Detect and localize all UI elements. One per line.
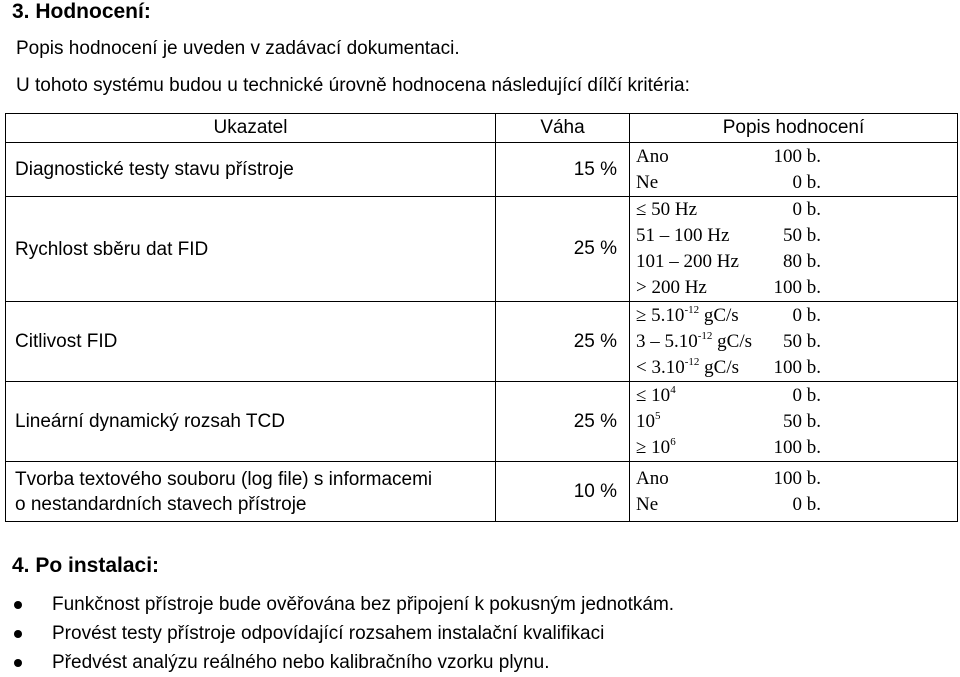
score-condition xyxy=(636,466,669,492)
score-points: 100 b. xyxy=(773,436,821,458)
score-label: ≥ 10 xyxy=(636,436,671,458)
score-label: < 3.10 xyxy=(636,356,685,378)
score-points: 50 b. xyxy=(783,225,821,246)
score-points: 100 b. xyxy=(773,145,821,167)
score-line xyxy=(636,170,821,196)
intro-line-1: Popis hodnocení je uveden v zadávací dokumentaci. xyxy=(16,38,460,59)
score-points: 100 b. xyxy=(773,356,821,378)
score-label: Ne xyxy=(636,171,659,193)
score-condition xyxy=(636,329,752,355)
score-points: 0 b. xyxy=(792,199,821,220)
score-condition xyxy=(636,170,658,196)
score-condition xyxy=(636,435,676,461)
section-3-heading: 3. Hodnocení: xyxy=(12,0,151,23)
indicator-cell xyxy=(6,197,496,302)
score-points: 100 b. xyxy=(773,277,821,298)
scoring-cell xyxy=(630,382,958,462)
indicator-name: Rychlost sběru dat FID xyxy=(15,238,209,260)
score-line xyxy=(636,249,821,275)
list-item: Funkčnost přístroje bude ověřována bez připojení k pokusným jednotkám. xyxy=(14,590,914,619)
table-row xyxy=(6,143,958,197)
score-points: 0 b. xyxy=(792,493,821,515)
weight-cell: 10 % xyxy=(496,462,630,522)
score-points: 50 b. xyxy=(783,410,821,432)
score-unit: gC/s xyxy=(699,304,739,326)
score-line xyxy=(636,355,821,381)
list-item: Provést testy přístroje odpovídající rozsahem instalační kvalifikaci xyxy=(14,619,914,648)
score-line xyxy=(636,435,821,461)
weight-cell: 15 % xyxy=(496,143,630,197)
score-condition xyxy=(636,249,739,275)
score-points: 0 b. xyxy=(792,304,821,326)
scoring-cell xyxy=(630,302,958,382)
header-scoring: Popis hodnocení xyxy=(630,114,958,143)
indicator-name: Lineární dynamický rozsah TCD xyxy=(15,411,285,432)
score-label: 51 – 100 Hz xyxy=(636,225,730,246)
score-line xyxy=(636,409,821,435)
list-item: Předvést analýzu reálného nebo kalibračního vzorku plynu. xyxy=(14,648,914,677)
intro-line-2: U tohoto systému budou u technické úrovně hodnocena následující dílčí kritéria: xyxy=(16,75,690,96)
section-4-heading: 4. Po instalaci: xyxy=(12,554,160,577)
table-row xyxy=(6,382,958,462)
scoring-cell xyxy=(630,197,958,302)
score-condition xyxy=(636,144,669,170)
score-line xyxy=(636,383,821,409)
weight-cell: 25 % xyxy=(496,302,630,382)
score-line xyxy=(636,275,821,301)
scoring-cell xyxy=(630,462,958,522)
score-label: 3 – 5.10 xyxy=(636,330,698,352)
score-points: 50 b. xyxy=(783,330,821,352)
score-condition xyxy=(636,383,676,409)
weight-cell: 25 % xyxy=(496,197,630,302)
score-condition xyxy=(636,492,658,518)
table-header-row xyxy=(6,114,958,143)
score-label: ≤ 10 xyxy=(636,384,671,406)
bullet-icon xyxy=(14,659,22,667)
score-line xyxy=(636,223,821,249)
score-condition xyxy=(636,409,661,435)
scoring-cell xyxy=(630,143,958,197)
score-label: Ne xyxy=(636,493,659,515)
indicator-cell xyxy=(6,382,496,462)
indicator-name: Citlivost FID xyxy=(15,331,118,352)
score-exponent: -12 xyxy=(684,355,700,368)
score-condition xyxy=(636,197,697,223)
score-label: 101 – 200 Hz xyxy=(636,251,739,272)
indicator-cell xyxy=(6,143,496,197)
header-indicator: Ukazatel xyxy=(6,114,496,143)
score-condition xyxy=(636,275,707,301)
score-line xyxy=(636,329,821,355)
indicator-cell xyxy=(6,302,496,382)
indicator-name: Diagnostické testy stavu přístroje xyxy=(15,159,294,180)
score-line xyxy=(636,197,821,223)
indicator-cell xyxy=(6,462,496,522)
score-exponent: 5 xyxy=(655,409,661,422)
table-row xyxy=(6,302,958,382)
indicator-name: Tvorba textového souboru (log file) s informacemi xyxy=(15,468,433,490)
score-condition xyxy=(636,223,729,249)
score-exponent: -12 xyxy=(697,329,713,342)
score-condition xyxy=(636,355,739,381)
table-row xyxy=(6,462,958,522)
score-line xyxy=(636,144,821,170)
post-install-list xyxy=(14,590,914,677)
score-line xyxy=(636,466,821,492)
score-condition xyxy=(636,303,739,329)
criteria-table xyxy=(5,113,958,522)
score-points: 100 b. xyxy=(773,467,821,489)
score-exponent: 6 xyxy=(670,435,676,448)
score-label: Ano xyxy=(636,467,669,489)
score-unit: gC/s xyxy=(712,330,753,352)
header-weight: Váha xyxy=(496,114,630,143)
bullet-icon xyxy=(14,601,22,609)
table-row xyxy=(6,197,958,302)
score-exponent: 4 xyxy=(670,383,676,396)
score-label: Ano xyxy=(636,145,669,167)
score-exponent: -12 xyxy=(684,303,700,316)
score-unit: gC/s xyxy=(699,356,739,378)
score-line xyxy=(636,303,821,329)
score-line xyxy=(636,492,821,518)
score-label: 10 xyxy=(636,410,655,432)
score-label: ≥ 5.10 xyxy=(636,304,685,326)
indicator-name-line-2: o nestandardních stavech přístroje xyxy=(15,493,307,515)
score-points: 0 b. xyxy=(792,384,821,406)
weight-cell: 25 % xyxy=(496,382,630,462)
score-points: 0 b. xyxy=(792,171,821,193)
bullet-icon xyxy=(14,630,22,638)
score-points: 80 b. xyxy=(783,251,821,272)
score-label: > 200 Hz xyxy=(636,277,707,298)
score-label: ≤ 50 Hz xyxy=(636,199,698,220)
